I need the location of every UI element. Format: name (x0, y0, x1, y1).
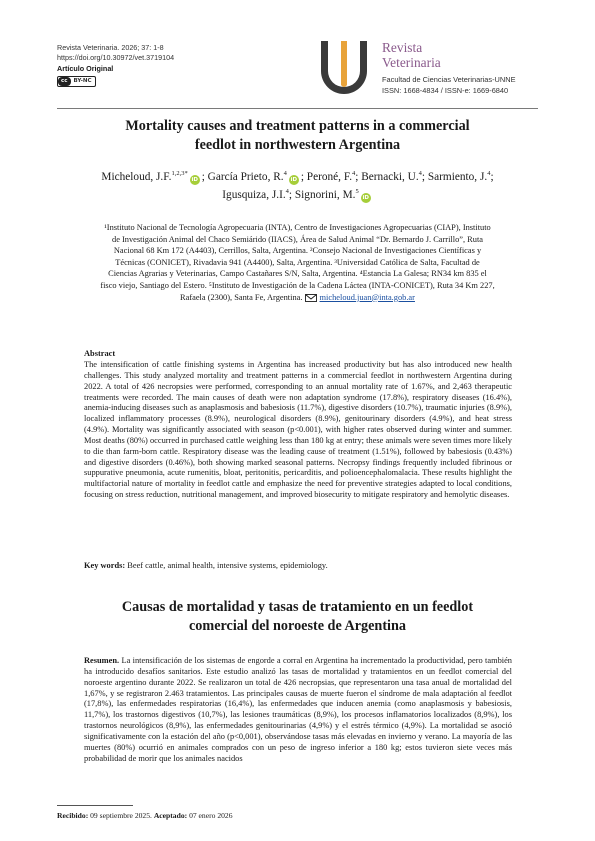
author-name: Igusquiza, J.I. (222, 188, 286, 201)
affiliations-text: ¹Instituto Nacional de Tecnología Agropecuaria (INTA), Centro de Investigaciones Agropecuarias (CIAP), Instituto de Investigación Animal del Chaco Semiárido (IIACS), Área de Salud Animal “Dr. Bernardo J. Carrillo”, Ruta Nacional 68 Km 172 (A4403), Cerrillos, Salta, Argentina. ²Consejo Nacional de Investigaciones Científicas y Técnicas (CONICET), Rivadavia 941 (A4400), Salta, Argentina. ³Universidad Católica de Salta, Facultad de Ciencias Agrarias y Veterinarias, Campo Castañares S/N, Salta, Argentina. ⁴Estancia La Galesa; RN34 km 835 el fisco viejo, Santiago del Estero. ⁵Instituto de Investigación de la Cadena Láctea (INTA-CONICET), Ruta 34 Km 227, Rafaela (2300), Santa Fe, Argentina. (100, 223, 495, 302)
issn: ISSN: 1668-4834 / ISSN-e: 1669-6840 (382, 85, 509, 95)
author-separator: ; (201, 171, 208, 183)
accepted-date: 07 enero 2026 (189, 811, 233, 820)
article-metadata (57, 43, 174, 87)
author-name: Signorini, M. (294, 188, 356, 201)
author-name: Peroné, F. (306, 171, 353, 183)
resumen-label: Resumen. (84, 656, 120, 665)
title-en-line2: feedlot in northwestern Argentina (194, 137, 401, 153)
keywords-text: Beef cattle, animal health, intensive systems, epidemiology. (127, 561, 328, 570)
abstract-text: The intensification of cattle finishing systems in Argentina has increased productivity but has also introduced new health challenges. This study analyzed mortality and treatment patterns in a commercial feedlot in northwestern Argentina during 2022. A total of 426 necropsies were performed, corresponding to an annual mortality rate of 1.67%, and 2,463 therapeutic treatments were recorded. The main causes of death were non adaptation syndrome (17.8%), respiratory diseases (16.4%), anemia-inducing diseases such as anaplasmosis and babesiosis (11.7%), digestive disorders (10.7%), traumatic injuries (8.9%), localized inflammatory processes (8.9%), neurological disorders (8.9%), genitourinary disorders (4.9%), and heat stress (4.9%). Mortality was significantly associated with season (p<0.001), with higher rates observed during winter and summer. Most deaths (80%) occurred in purchased cattle weighing less than 180 kg at entry; these animals were seven times more likely to die than farm-born cattle. Respiratory disease was the leading cause of treatment (1.51%), followed by babesiosis (0.43%) and digestive disorders (0.46%), both showing marked seasonal patterns. Necropsy findings frequently included fibrinous or suppurative pneumonia, acute rumenitis, bloat, peritonitis, pericarditis, and polioencephalomalacia. These results highlight the multifactorial nature of mortality in feedlot cattle and emphasize the need for preventive strategies adapted to local conditions, focusing on stress reduction, nutritional management, and improved biosecurity to mitigate respiratory and hemolytic diseases. (84, 360, 512, 500)
header-divider (57, 108, 538, 109)
email-link[interactable]: micheloud.juan@inta.gob.ar (319, 292, 415, 302)
orcid-icon[interactable]: iD (290, 177, 298, 183)
article-type: Artículo Original (57, 63, 114, 73)
cc-icon: cc (58, 77, 71, 86)
abstract-heading: Abstract (84, 349, 116, 358)
author-separator: ; (300, 171, 307, 183)
author-name: García Prieto, R. (207, 171, 284, 183)
doi-link[interactable]: https://doi.org/10.30972/vet.3719104 (57, 53, 175, 63)
author-affiliation-marker: 4 (283, 170, 287, 178)
title-english (57, 117, 538, 155)
journal-name-line2: Veterinaria (382, 55, 441, 70)
orcid-icon[interactable]: iD (362, 194, 369, 201)
keywords (84, 561, 512, 572)
orcid-icon[interactable]: iD (191, 177, 198, 183)
author-affiliation-marker: 5 (355, 187, 359, 195)
resumen-text: La intensificación de los sistemas de engorde a corral en Argentina ha incrementado la productividad, pero también ha introducido desafíos sanitarios. Este estudio analizó las tasas de mortalidad y tratamientos en un feedlot comercial del noroeste argentino durante 2022. Se realizaron un total de 426 necropsias, que representaron una tasa anual de mortalidad del 1,67%, y se registraron 2.463 tratamientos. Las principales causas de muerte fueron el síndrome de mala adaptación al feedlot (17,8%), las enfermedades respiratorias (16,4%), las enfermedades que inducen anemia (como anaplasmosis y babesiosis, 11,7%), los trastornos digestivos (10,7%), las lesiones traumáticas (8,9%), los procesos inflamatorios localizados (8,9%), los trastornos neurológicos (8,9%), las enfermedades genitourinarias (4,9%) y el estrés térmico (4,9%). La mortalidad se asoció significativamente con la estación del año (p<0,001), observándose tasas más elevadas en invierno y verano. La mayoría de las muertes (80%) ocurrió en animales comprados con un peso de ingreso inferior a 180 kg; estos tuvieron siete veces más probabilidad de morir que los animales nacidos (84, 656, 512, 763)
dates-footer (57, 811, 233, 821)
keywords-label: Key words: (84, 561, 126, 570)
journal-logo-icon (318, 41, 370, 99)
license-label: BY-NC (73, 78, 92, 85)
author-affiliation-marker: 4 (352, 170, 356, 178)
authors-line1 (80, 169, 515, 187)
cc-license-badge[interactable] (57, 76, 96, 87)
envelope-icon (305, 294, 317, 302)
received-label: Recibido: (57, 811, 89, 820)
author-affiliation-marker: 4 (418, 170, 422, 178)
title-spanish (57, 598, 538, 636)
author-separator: ; (355, 171, 362, 183)
author-separator: ; (421, 171, 428, 183)
citation: Revista Veterinaria. 2026; 37: 1-8 (57, 43, 164, 52)
journal-details (382, 75, 516, 96)
author-name: Sarmiento, J. (427, 171, 488, 183)
affiliations (100, 222, 495, 303)
author-separator: ; (490, 171, 494, 183)
resumen (84, 656, 512, 764)
author-affiliation-marker: 4 (285, 187, 289, 195)
author-affiliation-marker: 1,2,3* (171, 170, 188, 178)
author-name: Bernacki, U. (361, 171, 419, 183)
title-en-line1: Mortality causes and treatment patterns in a commercial (125, 118, 470, 134)
author-list (80, 169, 515, 204)
author-name: Micheloud, J.F. (101, 171, 172, 183)
authors-line2 (80, 187, 515, 205)
author-separator: ; (288, 188, 295, 201)
journal-name (382, 40, 441, 70)
journal-name-line1: Revista (382, 40, 423, 55)
received-date: 09 septiembre 2025. (90, 811, 152, 820)
accepted-label: Aceptado: (153, 811, 188, 820)
faculty-name: Facultad de Ciencias Veterinarias-UNNE (382, 75, 516, 84)
footnote-divider (57, 805, 133, 806)
title-es-line1: Causas de mortalidad y tasas de tratamiento en un feedlot (121, 599, 474, 615)
author-affiliation-marker: 4 (487, 170, 491, 178)
title-es-line2: comercial del noroeste de Argentina (189, 618, 406, 634)
